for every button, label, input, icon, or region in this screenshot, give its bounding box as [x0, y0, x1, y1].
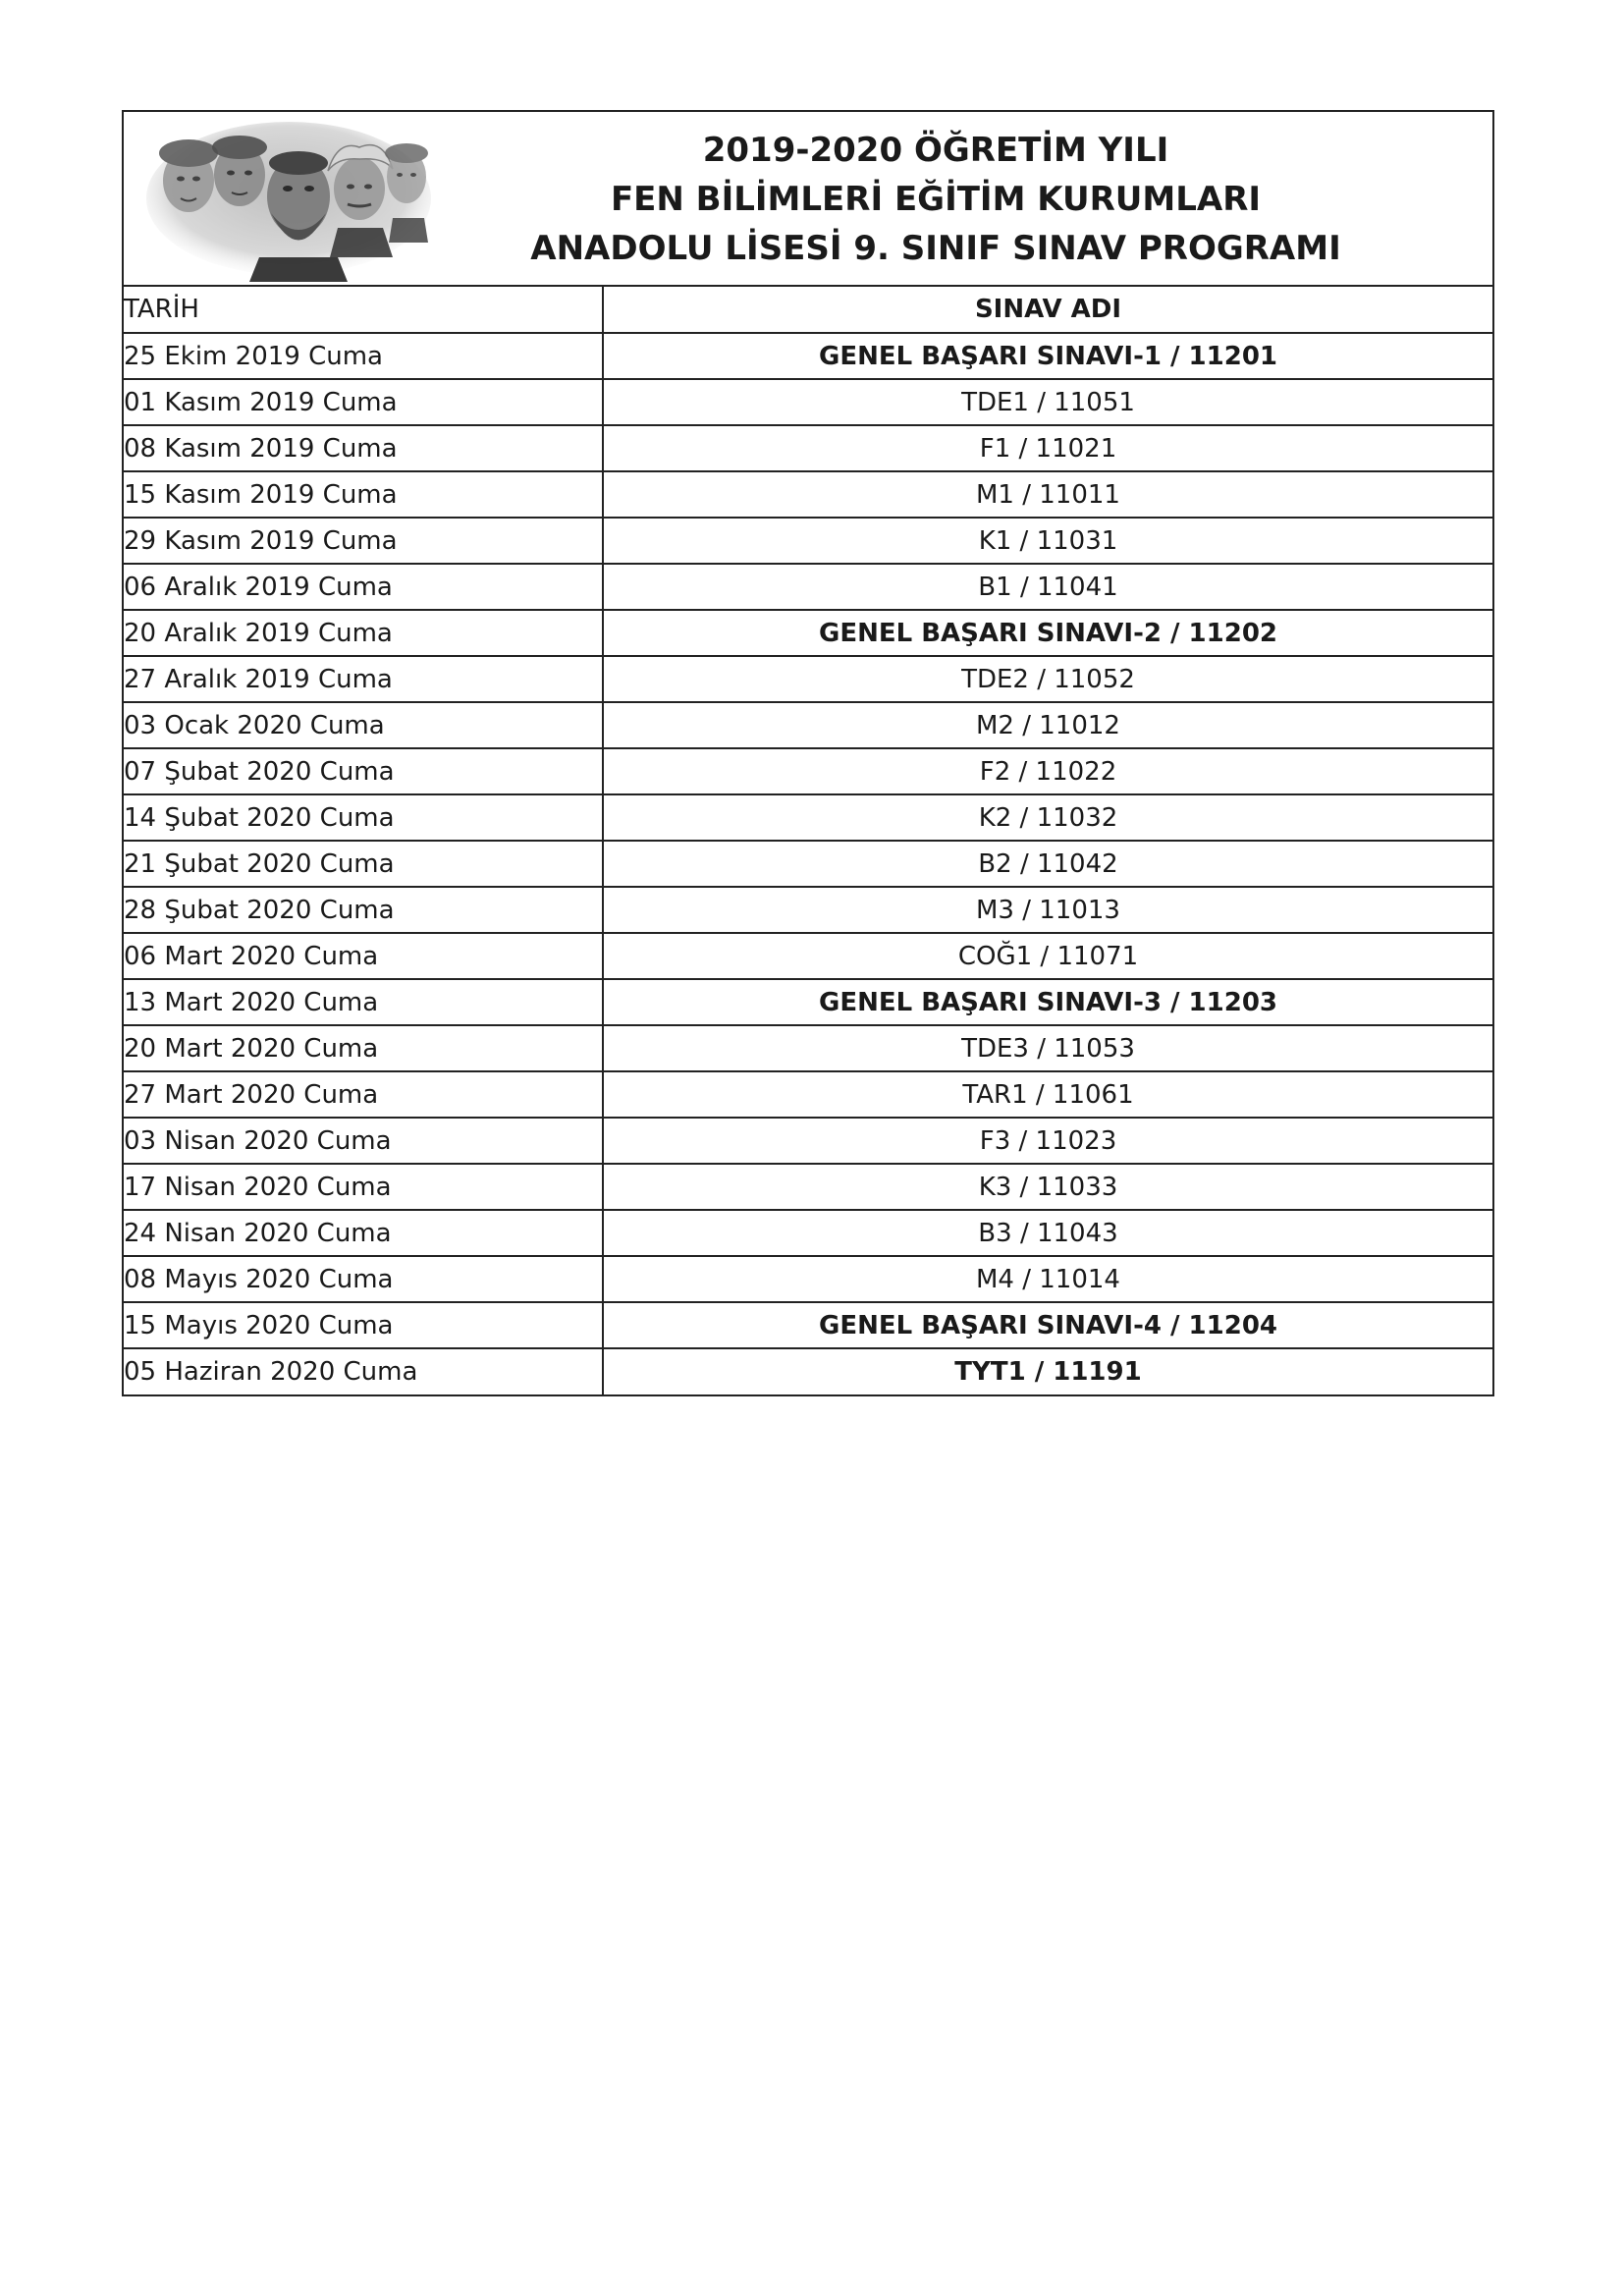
- title-line-year: 2019-2020 ÖĞRETİM YILI: [702, 131, 1169, 170]
- exam-name-cell: B2 / 11042: [603, 841, 1492, 887]
- exam-date-cell: 25 Ekim 2019 Cuma: [124, 333, 603, 379]
- exam-name-cell: GENEL BAŞARI SINAVI-4 / 11204: [603, 1302, 1492, 1348]
- table-row: [124, 1210, 1492, 1256]
- column-header-date: TARİH: [124, 287, 603, 333]
- exam-name-cell: GENEL BAŞARI SINAVI-3 / 11203: [603, 979, 1492, 1025]
- schedule-header: [124, 112, 1492, 287]
- exam-name-cell: M2 / 11012: [603, 702, 1492, 748]
- table-row: [124, 1302, 1492, 1348]
- table-row: [124, 702, 1492, 748]
- exam-date-cell: 29 Kasım 2019 Cuma: [124, 518, 603, 564]
- exam-date-cell: 28 Şubat 2020 Cuma: [124, 887, 603, 933]
- exam-name-cell: TDE3 / 11053: [603, 1025, 1492, 1071]
- exam-date-cell: 03 Ocak 2020 Cuma: [124, 702, 603, 748]
- exam-name-cell: M3 / 11013: [603, 887, 1492, 933]
- exam-name-cell: F2 / 11022: [603, 748, 1492, 794]
- exam-date-cell: 17 Nisan 2020 Cuma: [124, 1164, 603, 1210]
- table-row: [124, 1256, 1492, 1302]
- exam-date-cell: 06 Mart 2020 Cuma: [124, 933, 603, 979]
- table-row: [124, 748, 1492, 794]
- exam-date-cell: 05 Haziran 2020 Cuma: [124, 1348, 603, 1394]
- exam-date-cell: 14 Şubat 2020 Cuma: [124, 794, 603, 841]
- table-row: [124, 887, 1492, 933]
- table-row: [124, 1164, 1492, 1210]
- table-row: [124, 425, 1492, 471]
- table-row: [124, 933, 1492, 979]
- table-row: [124, 610, 1492, 656]
- exam-name-cell: B3 / 11043: [603, 1210, 1492, 1256]
- exam-date-cell: 08 Kasım 2019 Cuma: [124, 425, 603, 471]
- exam-name-cell: TDE1 / 11051: [603, 379, 1492, 425]
- exam-date-cell: 07 Şubat 2020 Cuma: [124, 748, 603, 794]
- table-row: [124, 979, 1492, 1025]
- title-line-program: ANADOLU LİSESİ 9. SINIF SINAV PROGRAMI: [530, 229, 1341, 268]
- table-row: [124, 1118, 1492, 1164]
- exam-date-cell: 20 Aralık 2019 Cuma: [124, 610, 603, 656]
- exam-date-cell: 27 Aralık 2019 Cuma: [124, 656, 603, 702]
- table-row: [124, 379, 1492, 425]
- exam-name-cell: M1 / 11011: [603, 471, 1492, 518]
- exam-schedule-rows: [124, 333, 1492, 1394]
- title-line-institution: FEN BİLİMLERİ EĞİTİM KURUMLARI: [610, 180, 1262, 219]
- table-row: [124, 794, 1492, 841]
- table-header-row: [124, 287, 1492, 333]
- exam-name-cell: GENEL BAŞARI SINAVI-1 / 11201: [603, 333, 1492, 379]
- table-row: [124, 1025, 1492, 1071]
- exam-name-cell: GENEL BAŞARI SINAVI-2 / 11202: [603, 610, 1492, 656]
- exam-name-cell: B1 / 11041: [603, 564, 1492, 610]
- exam-date-cell: 13 Mart 2020 Cuma: [124, 979, 603, 1025]
- scientist-portraits-image: [141, 120, 436, 282]
- exam-name-cell: K1 / 11031: [603, 518, 1492, 564]
- exam-name-cell: TAR1 / 11061: [603, 1071, 1492, 1118]
- exam-date-cell: 27 Mart 2020 Cuma: [124, 1071, 603, 1118]
- schedule-title: [418, 126, 1453, 273]
- exam-name-cell: COĞ1 / 11071: [603, 933, 1492, 979]
- table-row: [124, 656, 1492, 702]
- exam-date-cell: 15 Kasım 2019 Cuma: [124, 471, 603, 518]
- exam-schedule-sheet: [122, 110, 1494, 1396]
- exam-name-cell: TYT1 / 11191: [603, 1348, 1492, 1394]
- exam-name-cell: TDE2 / 11052: [603, 656, 1492, 702]
- exam-name-cell: F3 / 11023: [603, 1118, 1492, 1164]
- exam-date-cell: 20 Mart 2020 Cuma: [124, 1025, 603, 1071]
- exam-date-cell: 06 Aralık 2019 Cuma: [124, 564, 603, 610]
- table-row: [124, 564, 1492, 610]
- exam-date-cell: 01 Kasım 2019 Cuma: [124, 379, 603, 425]
- exam-schedule-table: [124, 287, 1492, 1394]
- exam-date-cell: 15 Mayıs 2020 Cuma: [124, 1302, 603, 1348]
- table-row: [124, 1348, 1492, 1394]
- table-row: [124, 841, 1492, 887]
- column-header-exam: SINAV ADI: [603, 287, 1492, 333]
- exam-date-cell: 21 Şubat 2020 Cuma: [124, 841, 603, 887]
- exam-date-cell: 08 Mayıs 2020 Cuma: [124, 1256, 603, 1302]
- table-row: [124, 333, 1492, 379]
- exam-name-cell: K3 / 11033: [603, 1164, 1492, 1210]
- exam-name-cell: K2 / 11032: [603, 794, 1492, 841]
- table-row: [124, 518, 1492, 564]
- exam-date-cell: 24 Nisan 2020 Cuma: [124, 1210, 603, 1256]
- table-row: [124, 471, 1492, 518]
- table-row: [124, 1071, 1492, 1118]
- exam-name-cell: M4 / 11014: [603, 1256, 1492, 1302]
- exam-date-cell: 03 Nisan 2020 Cuma: [124, 1118, 603, 1164]
- exam-name-cell: F1 / 11021: [603, 425, 1492, 471]
